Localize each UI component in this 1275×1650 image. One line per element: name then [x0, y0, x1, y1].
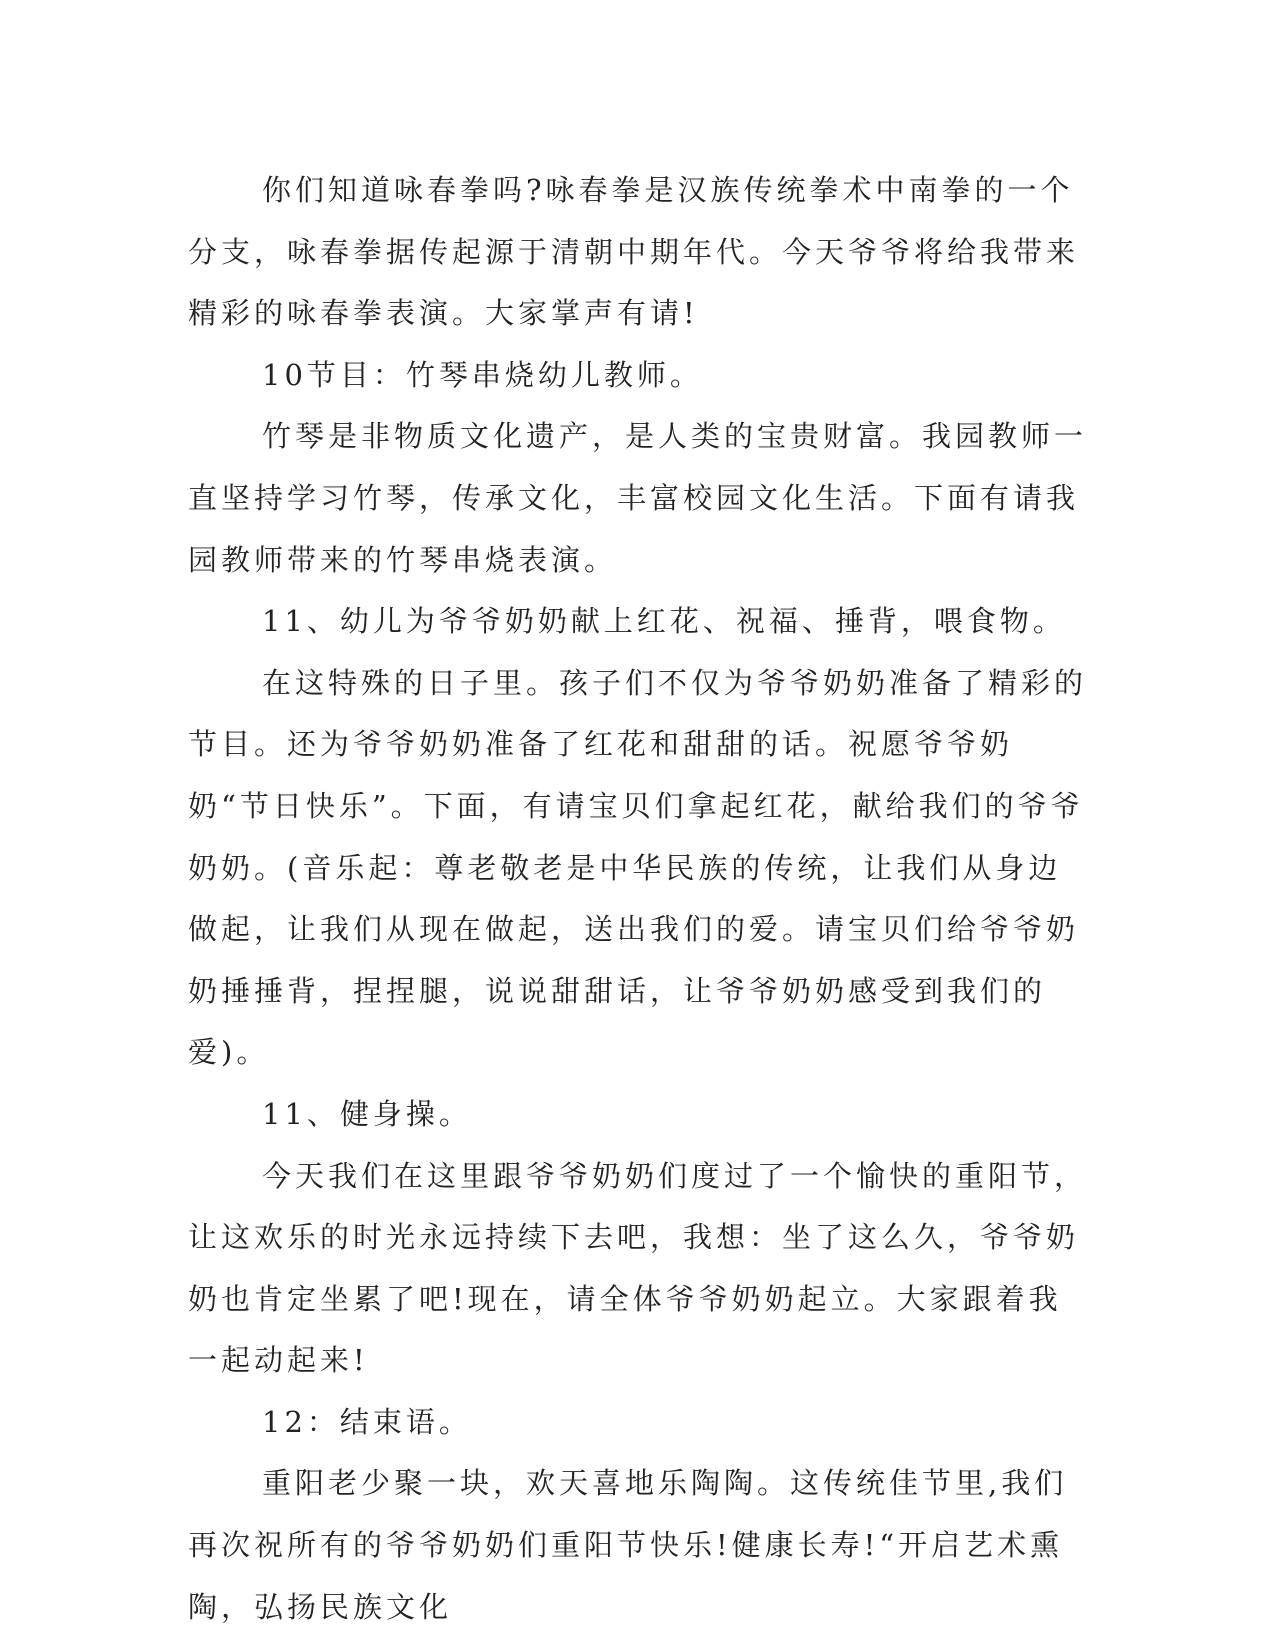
paragraph-fitness: 今天我们在这里跟爷爷奶奶们度过了一个愉快的重阳节，让这欢乐的时光永远持续下去吧，我想：坐了这么久，爷爷奶奶也肯定坐累了吧!现在，请全体爷爷奶奶起立。大家跟着我一起动起来! [188, 1158, 1088, 1378]
program-item-12-heading: 12：结束语。 [262, 1404, 472, 1439]
document-body [188, 160, 1088, 1638]
program-item-10-heading: 10节目：竹琴串烧幼儿教师。 [262, 357, 703, 392]
paragraph-wing-chun-intro: 你们知道咏春拳吗?咏春拳是汉族传统拳术中南拳的一个分支，咏春拳据传起源于清朝中期年代。今天爷爷将给我带来精彩的咏春拳表演。大家掌声有请! [188, 173, 1080, 331]
paragraph-red-flowers: 在这特殊的日子里。孩子们不仅为爷爷奶奶准备了精彩的节目。还为爷爷奶奶准备了红花和甜甜的话。祝愿爷爷奶奶“节日快乐”。下面，有请宝贝们拿起红花，献给我们的爷爷奶奶。(音乐起：尊老敬老是中华民族的传统，让我们从身边做起，让我们从现在做起，送出我们的爱。请宝贝们给爷爷奶奶捶捶背，捏捏腿，说说甜甜话，让爷爷奶奶感受到我们的爱)。 [188, 665, 1088, 1070]
paragraph-closing: 重阳老少聚一块，欢天喜地乐陶陶。这传统佳节里,我们再次祝所有的爷爷奶奶们重阳节快乐!健康长寿!“开启艺术熏陶，弘扬民族文化 [188, 1466, 1068, 1624]
program-item-fitness-heading: 11、健身操。 [262, 1096, 472, 1131]
program-item-11-heading: 11、幼儿为爷爷奶奶献上红花、祝福、捶背，喂食物。 [262, 604, 1066, 639]
paragraph-bamboo-qin: 竹琴是非物质文化遗产，是人类的宝贵财富。我园教师一直坚持学习竹琴，传承文化，丰富校园文化生活。下面有请我园教师带来的竹琴串烧表演。 [188, 419, 1088, 577]
